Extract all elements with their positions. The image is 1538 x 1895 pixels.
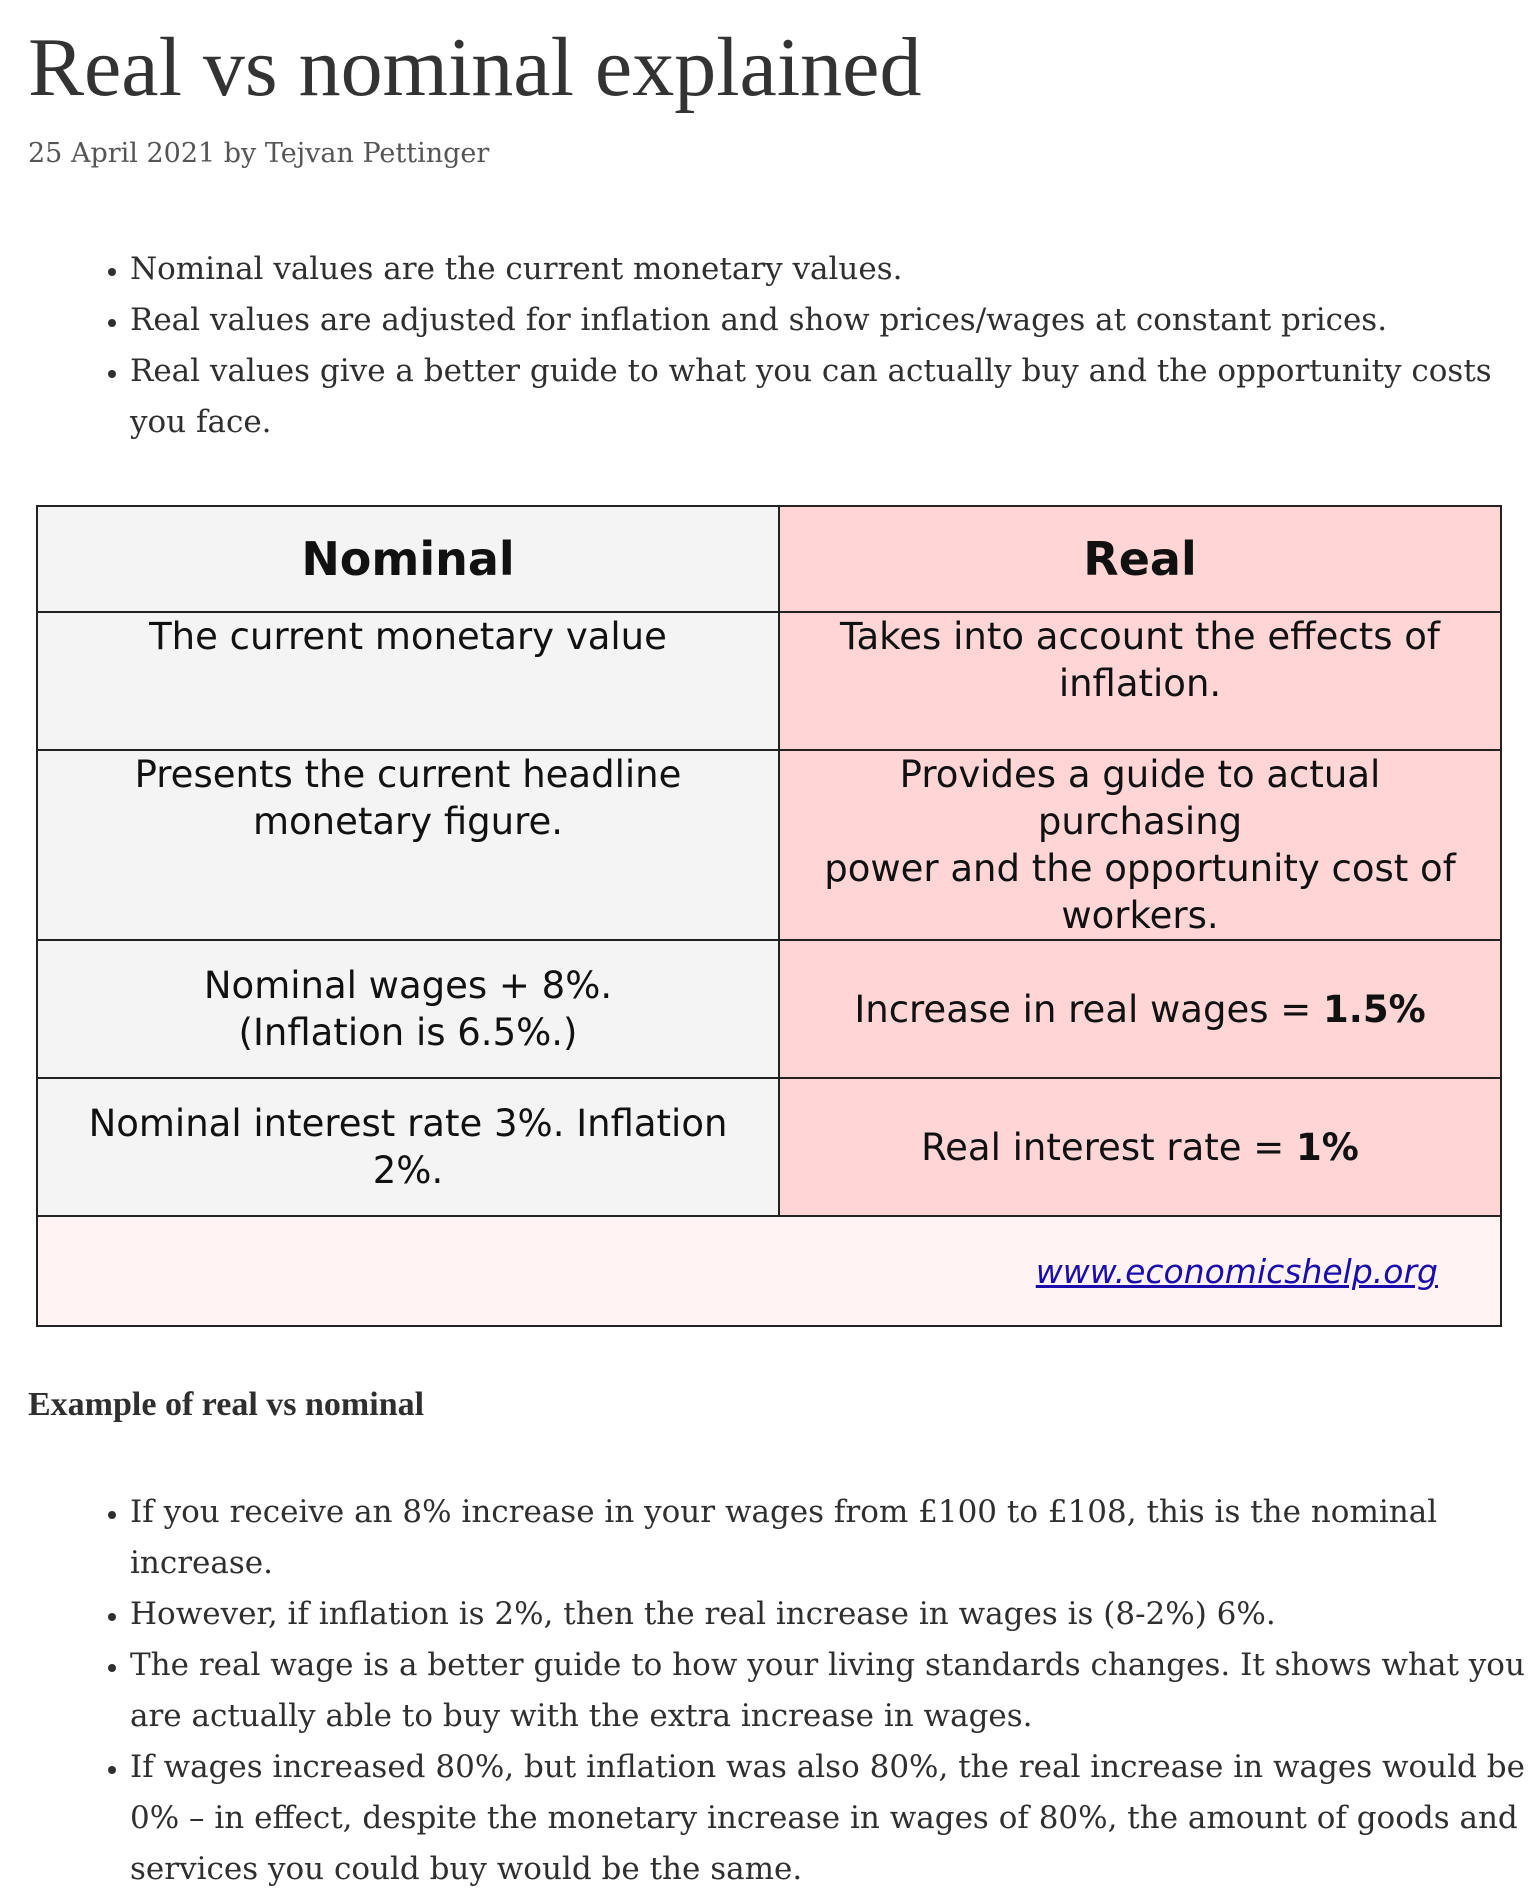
cell-line: Takes into account the effects of (840, 615, 1440, 658)
source-row (37, 1216, 1501, 1326)
list-item: • Real values give a better guide to what you can actually buy and the opportunity costs you face. (130, 346, 1520, 448)
real-cell (779, 750, 1501, 940)
example-list (28, 1487, 1538, 1895)
nominal-cell (37, 940, 779, 1078)
source-cell (37, 1216, 1501, 1326)
cell-line: Presents the current headline (134, 753, 682, 796)
real-cell (779, 1078, 1501, 1216)
table-row (37, 940, 1501, 1078)
cell-line: Provides a guide to actual purchasing (899, 753, 1381, 843)
cell-line: power and the opportunity cost of (824, 847, 1456, 890)
cell-line: Nominal wages + 8%. (203, 964, 613, 1007)
table-row (37, 750, 1501, 940)
real-value: 1.5% (1323, 987, 1426, 1031)
cell-line: 2%. (372, 1149, 444, 1192)
list-item: • Nominal values are the current monetary values. (130, 244, 1520, 295)
nominal-cell (37, 750, 779, 940)
list-item: • Real values are adjusted for inflation and show prices/wages at constant prices. (130, 295, 1520, 346)
cell-line: workers. (1061, 894, 1219, 937)
real-value: 1% (1296, 1125, 1359, 1169)
list-item: • However, if inflation is 2%, then the real increase in wages is (8-2%) 6%. (130, 1589, 1538, 1640)
cell-line: The current monetary value (149, 615, 667, 658)
comparison-table-image (36, 505, 1500, 1321)
list-item: • If wages increased 80%, but inflation was also 80%, the real increase in wages would be 0% – in effect, despite the monetary increase in wages of 80%, the amount of goods and services you could buy would be the same. (130, 1742, 1538, 1895)
list-item: • The real wage is a better guide to how your living standards changes. It shows what you are actually able to buy with the extra increase in wages. (130, 1640, 1538, 1742)
section-heading: Example of real vs nominal (28, 1386, 425, 1423)
cell-line: (Inflation is 6.5%.) (238, 1011, 578, 1054)
table-row (37, 1078, 1501, 1216)
intro-list (28, 244, 1520, 448)
page-title: Real vs nominal explained (28, 21, 922, 114)
real-cell (779, 612, 1501, 750)
table-header-row (37, 506, 1501, 612)
cell-line: Nominal interest rate 3%. Inflation (88, 1102, 728, 1145)
header-real: Real (779, 506, 1501, 612)
comparison-table (36, 505, 1502, 1327)
list-item: • If you receive an 8% increase in your wages from £100 to £108, this is the nominal increase. (130, 1487, 1538, 1589)
cell-line: inflation. (1058, 662, 1222, 705)
table-row (37, 612, 1501, 750)
cell-text: Increase in real wages = (854, 987, 1324, 1031)
source-link[interactable]: www.economicshelp.org (1035, 1252, 1438, 1291)
header-nominal: Nominal (37, 506, 779, 612)
nominal-cell (37, 1078, 779, 1216)
cell-line: monetary figure. (252, 800, 564, 843)
real-cell (779, 940, 1501, 1078)
nominal-cell (37, 612, 779, 750)
post-meta: 25 April 2021 by Tejvan Pettinger (28, 138, 490, 169)
cell-text: Real interest rate = (921, 1125, 1297, 1169)
